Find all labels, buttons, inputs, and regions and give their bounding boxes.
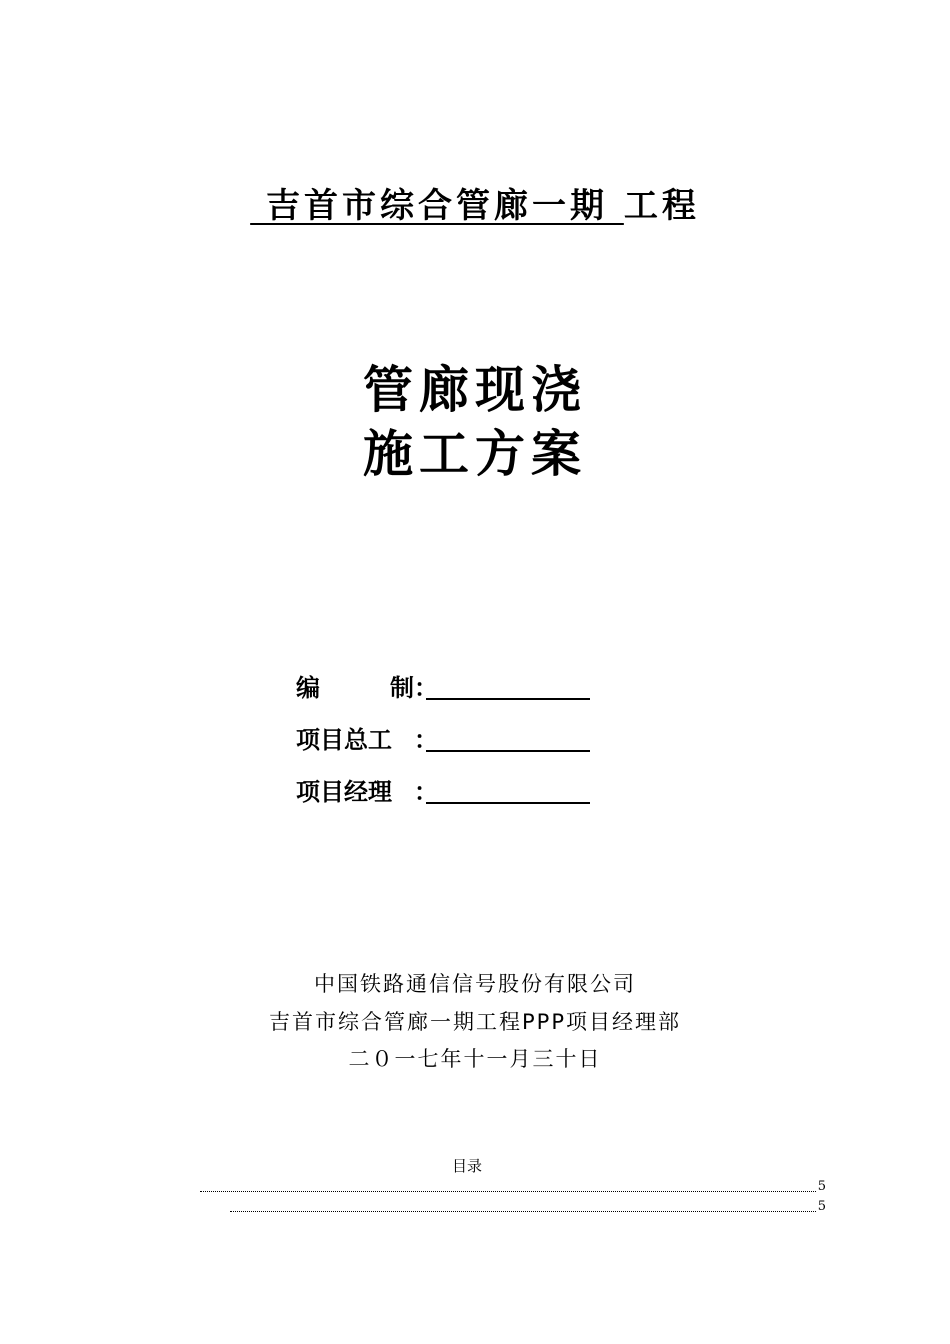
signature-label-project-manager: 项目经理 (296, 778, 392, 806)
signature-colon: ： (414, 726, 438, 754)
document-date: 二０一七年十一月三十日 (348, 1047, 602, 1071)
toc-heading: 目录 (451, 1157, 482, 1175)
project-title (0, 182, 950, 230)
toc-leader-dots (200, 1190, 816, 1192)
signature-blank-line (426, 800, 590, 804)
document-title-line-2: 施工方案 (363, 424, 587, 483)
project-title-underlined (250, 186, 624, 226)
signature-row-project-manager (296, 768, 590, 808)
signature-row-compiler (296, 664, 590, 704)
signature-row-chief-engineer (296, 716, 590, 756)
signature-label-compiler (296, 672, 414, 704)
signature-blank-line (426, 696, 590, 700)
toc-entry[interactable] (200, 1179, 826, 1195)
signature-label-char-1: 编 (296, 674, 320, 702)
signature-blank-line (426, 748, 590, 752)
company-name: 中国铁路通信信号股份有限公司 (314, 972, 636, 996)
project-name: 吉首市综合管廊一期 (266, 186, 608, 226)
toc-entry[interactable] (230, 1199, 826, 1215)
document-title-line-1: 管廊现浇 (363, 360, 587, 419)
toc-page-number: 5 (817, 1199, 826, 1214)
toc-page-number: 5 (817, 1179, 826, 1194)
project-title-suffix: 工程 (623, 186, 700, 226)
signature-colon: ： (414, 674, 438, 702)
toc-leader-dots (230, 1210, 816, 1212)
signature-label-char-2: 制 (390, 674, 414, 702)
department-name: 吉首市综合管廊一期工程PPP项目经理部 (269, 1010, 681, 1034)
signature-colon: ： (414, 778, 438, 806)
signature-label-chief-engineer: 项目总工 (296, 726, 392, 754)
